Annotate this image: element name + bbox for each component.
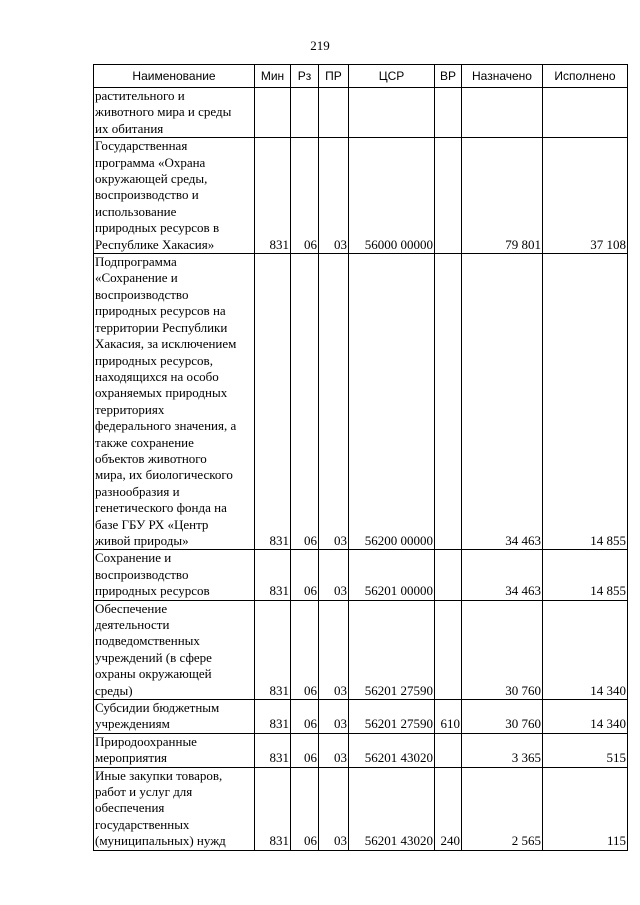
cell-vr (435, 550, 462, 600)
cell-vr: 240 (435, 767, 462, 850)
cell-pr: 03 (319, 254, 349, 550)
table-row (94, 700, 628, 734)
cell-assigned (462, 88, 543, 138)
column-header-min: Мин (255, 65, 291, 88)
table-row (94, 88, 628, 138)
cell-name: Иные закупки товаров, работ и услуг для обеспечения государственных (муниципальных) нужд (94, 767, 255, 850)
cell-pr: 03 (319, 700, 349, 734)
table-body (94, 88, 628, 851)
cell-rz: 06 (291, 733, 319, 767)
budget-table (93, 64, 628, 851)
table-row (94, 767, 628, 850)
cell-assigned: 34 463 (462, 254, 543, 550)
cell-name: Сохранение и воспроизводство природных ресурсов (94, 550, 255, 600)
cell-min: 831 (255, 550, 291, 600)
cell-assigned: 34 463 (462, 550, 543, 600)
cell-csr: 56200 00000 (349, 254, 435, 550)
cell-pr: 03 (319, 138, 349, 254)
column-header-rz: Рз (291, 65, 319, 88)
cell-rz: 06 (291, 550, 319, 600)
cell-csr: 56000 00000 (349, 138, 435, 254)
cell-executed: 14 855 (543, 550, 628, 600)
cell-rz: 06 (291, 254, 319, 550)
page-number: 219 (310, 38, 330, 53)
table-header (94, 65, 628, 88)
cell-rz: 06 (291, 138, 319, 254)
cell-csr: 56201 43020 (349, 767, 435, 850)
column-header-pr: ПР (319, 65, 349, 88)
cell-pr: 03 (319, 767, 349, 850)
cell-vr (435, 138, 462, 254)
cell-assigned: 79 801 (462, 138, 543, 254)
cell-min: 831 (255, 254, 291, 550)
table-row (94, 138, 628, 254)
cell-rz: 06 (291, 600, 319, 699)
cell-assigned: 30 760 (462, 600, 543, 699)
cell-executed: 115 (543, 767, 628, 850)
table-row (94, 600, 628, 699)
table-row (94, 550, 628, 600)
cell-rz: 06 (291, 767, 319, 850)
column-header-csr: ЦСР (349, 65, 435, 88)
cell-vr (435, 600, 462, 699)
cell-min: 831 (255, 700, 291, 734)
cell-executed: 14 340 (543, 700, 628, 734)
cell-csr: 56201 00000 (349, 550, 435, 600)
cell-rz (291, 88, 319, 138)
table-row (94, 733, 628, 767)
cell-csr (349, 88, 435, 138)
cell-name: растительного и животного мира и среды их обитания (94, 88, 255, 138)
table-row (94, 254, 628, 550)
cell-name: Природоохранные мероприятия (94, 733, 255, 767)
cell-assigned: 30 760 (462, 700, 543, 734)
cell-executed: 14 340 (543, 600, 628, 699)
cell-min: 831 (255, 600, 291, 699)
cell-csr: 56201 27590 (349, 700, 435, 734)
cell-min (255, 88, 291, 138)
cell-rz: 06 (291, 700, 319, 734)
cell-csr: 56201 43020 (349, 733, 435, 767)
cell-min: 831 (255, 138, 291, 254)
cell-vr (435, 88, 462, 138)
cell-min: 831 (255, 767, 291, 850)
cell-executed: 14 855 (543, 254, 628, 550)
cell-pr: 03 (319, 550, 349, 600)
cell-name: Подпрограмма «Сохранение и воспроизводство природных ресурсов на территории Республики Хакасия, за исключением природных ресурсов, находящихся на особо охраняемых природных территориях федерального значения, а также сохранение объектов животного мира, их биологического разнообразия и генетического фонда на базе ГБУ РХ «Центр живой природы» (94, 254, 255, 550)
cell-assigned: 2 565 (462, 767, 543, 850)
cell-pr: 03 (319, 600, 349, 699)
cell-name: Обеспечение деятельности подведомственных учреждений (в сфере охраны окружающей среды) (94, 600, 255, 699)
column-header-executed: Исполнено (543, 65, 628, 88)
cell-vr: 610 (435, 700, 462, 734)
cell-name: Государственная программа «Охрана окружающей среды, воспроизводство и использование природных ресурсов в Республике Хакасия» (94, 138, 255, 254)
column-header-vr: ВР (435, 65, 462, 88)
cell-name: Субсидии бюджетным учреждениям (94, 700, 255, 734)
cell-vr (435, 254, 462, 550)
cell-pr (319, 88, 349, 138)
cell-executed: 515 (543, 733, 628, 767)
cell-vr (435, 733, 462, 767)
column-header-name: Наименование (94, 65, 255, 88)
cell-min: 831 (255, 733, 291, 767)
cell-executed (543, 88, 628, 138)
column-header-assigned: Назначено (462, 65, 543, 88)
cell-assigned: 3 365 (462, 733, 543, 767)
cell-csr: 56201 27590 (349, 600, 435, 699)
cell-executed: 37 108 (543, 138, 628, 254)
cell-pr: 03 (319, 733, 349, 767)
header-row (94, 65, 628, 88)
